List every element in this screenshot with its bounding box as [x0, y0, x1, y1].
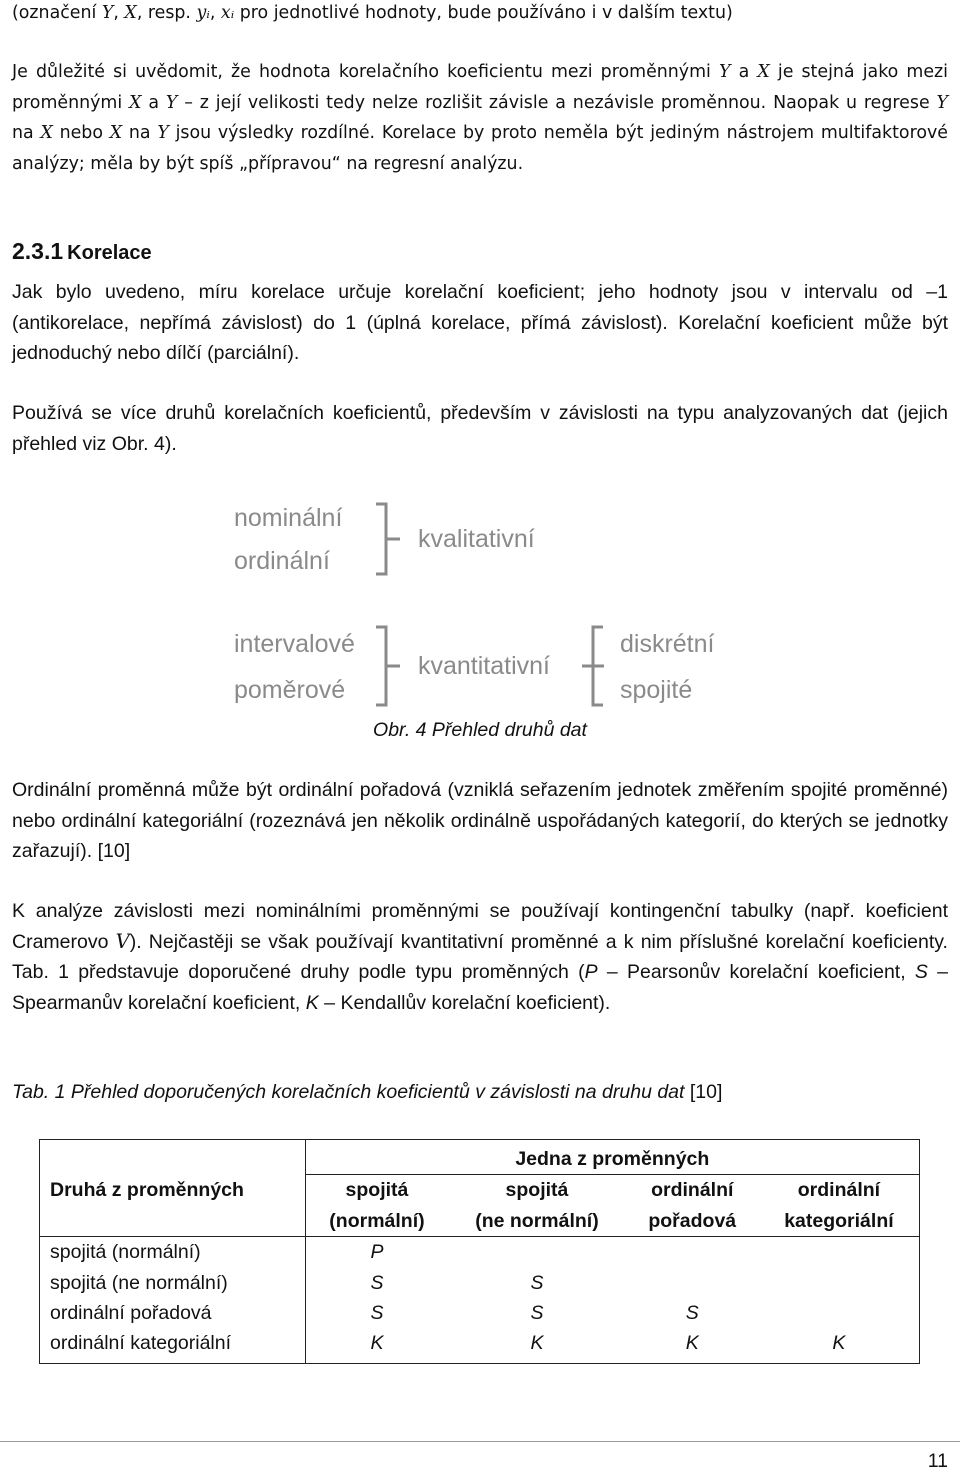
label-ratio: poměrové [234, 676, 346, 704]
section-title: Korelace [67, 242, 152, 264]
paragraph-coefficient-types: Používá se více druhů korelačních koeficientů, především v závislosti na typu analyzovaných dat (jejich přehled viz Obr. 4). [12, 402, 948, 455]
table-caption-ref: [10] [684, 1081, 723, 1103]
math-symbol: V [115, 929, 130, 953]
data-types-figure [220, 496, 740, 716]
table-header-row [40, 1140, 920, 1175]
table-cell [448, 1237, 625, 1268]
footer-divider [0, 1441, 960, 1442]
text-span: pro jednotlivé hodnoty, bude používáno i v dalším textu) [234, 3, 733, 23]
table-cell: K [832, 1332, 846, 1355]
label-continuous: spojité [620, 676, 693, 704]
row-label: spojitá (ne normální) [40, 1268, 306, 1298]
text-span: – Pearsonův korelační koeficient, [597, 961, 915, 983]
table-caption [12, 1077, 722, 1107]
text-span: , [209, 3, 221, 23]
table-cell: S [370, 1302, 384, 1325]
text-span: , resp. [136, 3, 197, 23]
symbol-spearman: S [914, 961, 928, 983]
text-span: na [122, 123, 158, 143]
math-symbol: X [124, 3, 137, 23]
label-nominal: nominální [234, 504, 343, 532]
math-symbol: X [129, 92, 142, 113]
text-span: ). Nejčastěji se však používají kvantitativní proměnné a k nim příslušné korelační koeficienty. Tab. 1 představuje doporučené druhy podle typu proměnných ( [12, 930, 948, 983]
paragraph-correlation-symmetry [12, 57, 948, 179]
table-cell [759, 1298, 920, 1328]
section-number: 2.3.1 [12, 238, 64, 264]
text-span: – Kendallův korelační koeficient). [318, 991, 611, 1014]
table-cell: S [685, 1302, 699, 1325]
correlation-table [39, 1139, 920, 1364]
column-header: ordinální [797, 1179, 881, 1202]
table-caption-text: Tab. 1 Přehled doporučených korelačních koeficientů v závislosti na druhu dat [12, 1081, 685, 1103]
label-qualitative: kvalitativní [418, 525, 535, 553]
column-header: spojitá [345, 1179, 409, 1202]
paragraph-nominal-analysis [12, 896, 948, 1018]
math-symbol: X [109, 123, 123, 143]
math-symbol: Y [936, 92, 948, 113]
table-cell: S [530, 1302, 544, 1325]
table-row [40, 1237, 920, 1268]
table-cell [759, 1237, 920, 1268]
text-span: (označení [12, 3, 102, 23]
column-header: ordinální [651, 1179, 734, 1202]
paragraph-correlation-range: Jak bylo uvedeno, míru korelace určuje korelační koeficient; jeho hodnoty jsou v intervalu od –1 (antikorelace, nepřímá závislost) do 1 (úplná korelace, přímá závislost). Korelační koeficient může být jednoduchý nebo dílčí (parciální). [12, 281, 948, 364]
math-symbol: yᵢ [196, 3, 210, 23]
table-row [40, 1328, 920, 1363]
text-span: je stejná jako mezi proměnnými [12, 62, 948, 113]
label-interval: intervalové [234, 630, 355, 658]
text-span: – z její velikosti tedy nelze rozlišit závisle a nezávisle proměnnou. Naopak u regrese [177, 92, 937, 113]
text-span: Je důležité si uvědomit, že hodnota korelačního koeficientu mezi proměnnými [12, 62, 719, 82]
table-cell: K [685, 1332, 699, 1355]
math-symbol: Y [101, 3, 114, 23]
intro-line [12, 0, 948, 29]
math-symbol: xᵢ [220, 3, 235, 23]
text-span: K analýze závislosti mezi nominálními proměnnými se používají kontingenční tabulky (např. koeficient Cramerovo [12, 900, 948, 953]
bracket-qualitative [376, 504, 400, 574]
symbol-kendall: K [305, 991, 319, 1014]
text-span: na [12, 123, 41, 143]
row-label: ordinální kategoriální [40, 1328, 306, 1363]
row-label: ordinální pořadová [40, 1298, 306, 1328]
table-cell: K [370, 1332, 384, 1355]
table-cell: K [530, 1332, 544, 1355]
text-span: – Spearmanův korelační koeficient, [12, 961, 948, 1014]
column-header: pořadová [648, 1209, 737, 1232]
label-ordinal: ordinální [234, 547, 330, 575]
math-symbol: X [757, 62, 770, 82]
table-row [40, 1268, 920, 1298]
bracket-quantitative-left [376, 627, 400, 705]
table-cell: S [530, 1271, 544, 1294]
column-header: (ne normální) [475, 1209, 599, 1232]
page-number: 11 [927, 1450, 948, 1472]
figure-caption: Obr. 4 Přehled druhů dat [373, 719, 587, 741]
math-symbol: X [40, 123, 53, 143]
table-cell [626, 1268, 759, 1298]
text-span: jsou výsledky rozdílné. Korelace by proto neměla být jediným nástrojem multifaktorové analýzy; měla by být spíš „přípravou“ na regresní analýzu. [12, 123, 948, 174]
math-symbol: Y [165, 92, 178, 113]
label-quantitative: kvantitativní [418, 652, 551, 680]
text-span: , [113, 3, 125, 23]
bracket-quantitative-right [582, 627, 604, 705]
math-symbol: Y [718, 62, 731, 82]
math-symbol: Y [157, 123, 169, 143]
text-span: nebo [52, 123, 110, 143]
paragraph-ordinal-variable: Ordinální proměnná může být ordinální pořadová (vzniklá seřazením jednotek změřením spojité proměnné) nebo ordinální kategoriální (rozeznává jen několik ordinálně uspořádaných kategorií, do kterých se jednotky zařazují). [10] [12, 779, 948, 862]
column-header: kategoriální [784, 1209, 894, 1232]
section-heading [12, 238, 152, 266]
row-label: spojitá (normální) [40, 1237, 306, 1268]
symbol-pearson: P [584, 961, 598, 983]
row-header-cell: Druhá z proměnných [40, 1140, 306, 1237]
table-cell [759, 1268, 920, 1298]
text-span: a [730, 62, 758, 82]
table-cell: S [370, 1271, 384, 1294]
group-header-cell: Jedna z proměnných [305, 1140, 919, 1175]
table-row [40, 1298, 920, 1328]
table-cell: P [370, 1241, 384, 1264]
column-header: (normální) [329, 1209, 425, 1232]
label-discrete: diskrétní [620, 630, 715, 658]
column-header: spojitá [505, 1179, 569, 1202]
table-cell [626, 1237, 759, 1268]
text-span: a [141, 92, 166, 113]
